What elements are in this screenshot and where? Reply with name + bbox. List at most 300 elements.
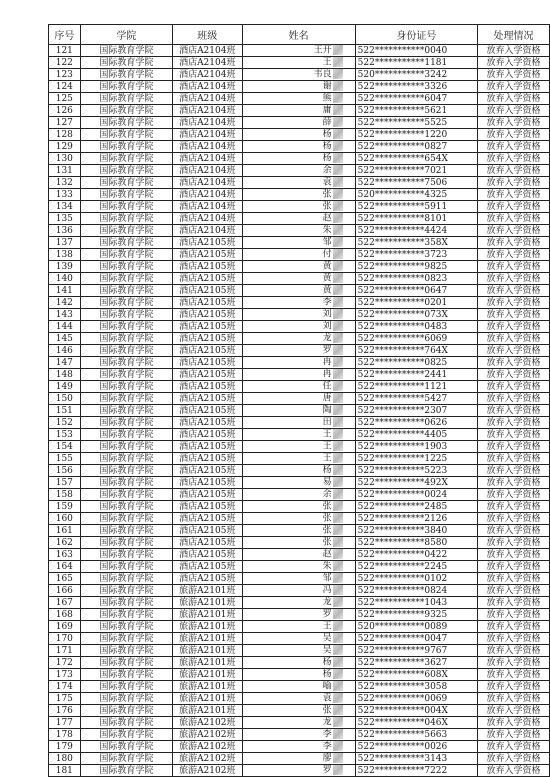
row-class: 酒店A2104班: [173, 81, 242, 93]
row-class: 酒店A2105班: [173, 297, 242, 309]
row-college: 国际教育学院: [80, 741, 172, 753]
row-no: 177: [49, 717, 81, 729]
row-status: 放弃入学资格: [478, 261, 550, 273]
row-id-number: 522***********5223: [355, 465, 477, 477]
row-status: 放弃入学资格: [478, 621, 550, 633]
row-name: [242, 213, 355, 225]
row-college: 国际教育学院: [80, 729, 172, 741]
table-row: [49, 753, 550, 765]
row-no: 123: [49, 69, 81, 81]
table-row: [49, 177, 550, 189]
row-no: 152: [49, 417, 81, 429]
row-id-number: 522***********5911: [355, 201, 477, 213]
row-name: [242, 141, 355, 153]
row-name: [242, 573, 355, 585]
row-name: [242, 177, 355, 189]
redaction-blur: [333, 693, 343, 703]
redaction-blur: [333, 585, 343, 595]
table-row: [49, 489, 550, 501]
row-status: 放弃入学资格: [478, 153, 550, 165]
table-row: [49, 657, 550, 669]
row-name: [242, 261, 355, 273]
row-college: 国际教育学院: [80, 141, 172, 153]
table-row: [49, 357, 550, 369]
redaction-blur: [333, 633, 343, 643]
redaction-blur: [333, 441, 343, 451]
table-row: [49, 321, 550, 333]
row-college: 国际教育学院: [80, 537, 172, 549]
row-college: 国际教育学院: [80, 477, 172, 489]
row-status: 放弃入学资格: [478, 309, 550, 321]
row-id-number: 522***********2245: [355, 561, 477, 573]
row-class: 酒店A2104班: [173, 129, 242, 141]
redaction-blur: [333, 225, 343, 235]
row-no: 150: [49, 393, 81, 405]
row-status: 放弃入学资格: [478, 561, 550, 573]
row-no: 146: [49, 345, 81, 357]
row-status: 放弃入学资格: [478, 177, 550, 189]
row-id-number: 522***********358X: [355, 237, 477, 249]
table-row: [49, 681, 550, 693]
redaction-blur: [333, 141, 343, 151]
table-row: [49, 237, 550, 249]
row-status: 放弃入学资格: [478, 573, 550, 585]
row-status: 放弃入学资格: [478, 201, 550, 213]
header-name: 姓名: [242, 25, 355, 45]
redaction-blur: [333, 729, 343, 739]
row-id-number: 522***********492X: [355, 477, 477, 489]
row-id-number: 522***********0047: [355, 633, 477, 645]
row-id-number: 522***********3058: [355, 681, 477, 693]
row-name-text: 付: [322, 249, 332, 260]
row-id-number: 522***********2126: [355, 513, 477, 525]
row-no: 138: [49, 249, 81, 261]
row-no: 125: [49, 93, 81, 105]
row-no: 176: [49, 705, 81, 717]
row-id-number: 522***********0040: [355, 45, 477, 57]
row-college: 国际教育学院: [80, 633, 172, 645]
row-name-text: 张: [322, 501, 332, 512]
row-name-text: 余: [322, 489, 332, 500]
row-id-number: 522***********073X: [355, 309, 477, 321]
row-class: 旅游A2101班: [173, 681, 242, 693]
table-row: [49, 765, 550, 777]
row-no: 148: [49, 369, 81, 381]
row-id-number: 522***********0626: [355, 417, 477, 429]
row-name: [242, 561, 355, 573]
row-college: 国际教育学院: [80, 585, 172, 597]
redaction-blur: [333, 393, 343, 403]
row-name-text: 龙: [322, 597, 332, 608]
redaction-blur: [333, 309, 343, 319]
row-class: 旅游A2102班: [173, 765, 242, 777]
row-no: 137: [49, 237, 81, 249]
row-status: 放弃入学资格: [478, 645, 550, 657]
row-college: 国际教育学院: [80, 693, 172, 705]
row-status: 放弃入学资格: [478, 501, 550, 513]
table-row: [49, 729, 550, 741]
row-id-number: 522***********764X: [355, 345, 477, 357]
row-status: 放弃入学资格: [478, 357, 550, 369]
row-id-number: 522***********0102: [355, 573, 477, 585]
row-status: 放弃入学资格: [478, 681, 550, 693]
redaction-blur: [333, 645, 343, 655]
row-id-number: 522***********2485: [355, 501, 477, 513]
redaction-blur: [333, 573, 343, 583]
row-name: [242, 585, 355, 597]
row-college: 国际教育学院: [80, 489, 172, 501]
row-id-number: 522***********0069: [355, 693, 477, 705]
row-name: [242, 765, 355, 777]
row-class: 酒店A2104班: [173, 45, 242, 57]
redaction-blur: [333, 345, 343, 355]
redaction-blur: [333, 477, 343, 487]
row-name: [242, 165, 355, 177]
table-row: [49, 165, 550, 177]
row-status: 放弃入学资格: [478, 633, 550, 645]
header-status: 处理情况: [478, 25, 550, 45]
row-name: [242, 237, 355, 249]
row-college: 国际教育学院: [80, 117, 172, 129]
row-status: 放弃入学资格: [478, 513, 550, 525]
row-no: 173: [49, 669, 81, 681]
row-name-text: 朱: [322, 561, 332, 572]
redaction-blur: [333, 705, 343, 715]
row-class: 旅游A2102班: [173, 753, 242, 765]
row-college: 国际教育学院: [80, 57, 172, 69]
table-row: [49, 585, 550, 597]
row-name: [242, 381, 355, 393]
row-status: 放弃入学资格: [478, 93, 550, 105]
redaction-blur: [333, 741, 343, 751]
row-name: [242, 633, 355, 645]
redaction-blur: [333, 537, 343, 547]
row-id-number: 522***********7222: [355, 765, 477, 777]
row-no: 175: [49, 693, 81, 705]
row-college: 国际教育学院: [80, 561, 172, 573]
row-id-number: 522***********6047: [355, 93, 477, 105]
row-college: 国际教育学院: [80, 369, 172, 381]
row-status: 放弃入学资格: [478, 285, 550, 297]
row-name: [242, 285, 355, 297]
row-college: 国际教育学院: [80, 465, 172, 477]
row-id-number: 522***********5621: [355, 105, 477, 117]
row-class: 酒店A2105班: [173, 333, 242, 345]
row-no: 144: [49, 321, 81, 333]
redaction-blur: [333, 489, 343, 499]
row-college: 国际教育学院: [80, 705, 172, 717]
row-college: 国际教育学院: [80, 213, 172, 225]
row-id-number: 522***********1043: [355, 597, 477, 609]
redaction-blur: [333, 333, 343, 343]
row-class: 酒店A2105班: [173, 405, 242, 417]
row-name-text: 熊: [322, 93, 332, 104]
row-id-number: 522***********608X: [355, 669, 477, 681]
row-college: 国际教育学院: [80, 345, 172, 357]
row-no: 142: [49, 297, 81, 309]
table-row: [49, 369, 550, 381]
row-class: 旅游A2102班: [173, 729, 242, 741]
row-class: 酒店A2105班: [173, 477, 242, 489]
row-id-number: 522***********8580: [355, 537, 477, 549]
row-no: 139: [49, 261, 81, 273]
row-status: 放弃入学资格: [478, 273, 550, 285]
row-status: 放弃入学资格: [478, 729, 550, 741]
row-name-text: 袁: [322, 177, 332, 188]
row-id-number: 522***********0827: [355, 141, 477, 153]
row-college: 国际教育学院: [80, 609, 172, 621]
row-no: 156: [49, 465, 81, 477]
row-name-text: 黄: [322, 261, 332, 272]
row-no: 159: [49, 501, 81, 513]
table-row: [49, 513, 550, 525]
row-id-number: 522***********4405: [355, 429, 477, 441]
table-row: [49, 645, 550, 657]
row-id-number: 522***********1220: [355, 129, 477, 141]
table-row: [49, 741, 550, 753]
row-name: [242, 549, 355, 561]
row-name-text: 刘: [322, 321, 332, 332]
row-name: [242, 105, 355, 117]
table-row: [49, 549, 550, 561]
row-no: 161: [49, 525, 81, 537]
row-name: [242, 405, 355, 417]
row-class: 酒店A2104班: [173, 225, 242, 237]
row-no: 169: [49, 621, 81, 633]
row-class: 旅游A2101班: [173, 669, 242, 681]
row-name-text: 李: [322, 741, 332, 752]
redaction-blur: [333, 45, 343, 55]
row-status: 放弃入学资格: [478, 429, 550, 441]
row-no: 179: [49, 741, 81, 753]
row-status: 放弃入学资格: [478, 669, 550, 681]
table-row: [49, 633, 550, 645]
row-class: 酒店A2105班: [173, 501, 242, 513]
row-name-text: 龙: [322, 333, 332, 344]
table-row: [49, 213, 550, 225]
redaction-blur: [333, 93, 343, 103]
redaction-blur: [333, 213, 343, 223]
row-name: [242, 669, 355, 681]
table-row: [49, 69, 550, 81]
redaction-blur: [333, 501, 343, 511]
table-row: [49, 417, 550, 429]
row-name: [242, 189, 355, 201]
row-id-number: 520***********0089: [355, 621, 477, 633]
row-id-number: 522***********9825: [355, 261, 477, 273]
row-name: [242, 693, 355, 705]
row-name: [242, 477, 355, 489]
row-class: 酒店A2105班: [173, 573, 242, 585]
row-name-text: 吴: [322, 645, 332, 656]
redaction-blur: [333, 285, 343, 295]
redaction-blur: [333, 681, 343, 691]
row-status: 放弃入学资格: [478, 69, 550, 81]
table-row: [49, 117, 550, 129]
row-class: 酒店A2104班: [173, 189, 242, 201]
row-id-number: 522***********5663: [355, 729, 477, 741]
row-status: 放弃入学资格: [478, 477, 550, 489]
row-status: 放弃入学资格: [478, 405, 550, 417]
row-status: 放弃入学资格: [478, 213, 550, 225]
redaction-blur: [333, 153, 343, 163]
row-college: 国际教育学院: [80, 129, 172, 141]
row-college: 国际教育学院: [80, 453, 172, 465]
row-no: 130: [49, 153, 81, 165]
row-class: 酒店A2104班: [173, 141, 242, 153]
row-name-text: 杨: [322, 669, 332, 680]
redaction-blur: [333, 525, 343, 535]
redaction-blur: [333, 57, 343, 67]
row-name-text: 吴: [322, 633, 332, 644]
row-class: 旅游A2101班: [173, 645, 242, 657]
row-status: 放弃入学资格: [478, 189, 550, 201]
row-no: 171: [49, 645, 81, 657]
row-status: 放弃入学资格: [478, 249, 550, 261]
row-name-text: 罗: [322, 345, 332, 356]
table-row: [49, 477, 550, 489]
redaction-blur: [333, 105, 343, 115]
row-id-number: 522***********7021: [355, 165, 477, 177]
row-college: 国际教育学院: [80, 501, 172, 513]
row-no: 145: [49, 333, 81, 345]
row-college: 国际教育学院: [80, 549, 172, 561]
row-college: 国际教育学院: [80, 381, 172, 393]
redaction-blur: [333, 405, 343, 415]
row-id-number: 522***********0026: [355, 741, 477, 753]
row-no: 129: [49, 141, 81, 153]
row-name-text: 杨: [322, 657, 332, 668]
row-class: 旅游A2102班: [173, 717, 242, 729]
row-status: 放弃入学资格: [478, 333, 550, 345]
row-class: 酒店A2104班: [173, 213, 242, 225]
header-no: 序号: [49, 25, 81, 45]
row-name: [242, 57, 355, 69]
row-id-number: 522***********9325: [355, 609, 477, 621]
row-id-number: 522***********4424: [355, 225, 477, 237]
row-college: 国际教育学院: [80, 417, 172, 429]
row-status: 放弃入学资格: [478, 141, 550, 153]
row-id-number: 522***********0483: [355, 321, 477, 333]
row-status: 放弃入学资格: [478, 321, 550, 333]
row-no: 126: [49, 105, 81, 117]
row-name: [242, 129, 355, 141]
row-name: [242, 345, 355, 357]
row-name-text: 龙: [322, 717, 332, 728]
row-college: 国际教育学院: [80, 81, 172, 93]
table-row: [49, 393, 550, 405]
row-no: 165: [49, 573, 81, 585]
table-row: [49, 297, 550, 309]
row-college: 国际教育学院: [80, 669, 172, 681]
redaction-blur: [333, 549, 343, 559]
row-id-number: 522***********5427: [355, 393, 477, 405]
row-class: 酒店A2105班: [173, 237, 242, 249]
row-name-text: 易: [322, 477, 332, 488]
row-class: 酒店A2105班: [173, 273, 242, 285]
row-id-number: 520***********3242: [355, 69, 477, 81]
row-status: 放弃入学资格: [478, 81, 550, 93]
row-college: 国际教育学院: [80, 357, 172, 369]
row-class: 酒店A2104班: [173, 165, 242, 177]
table-row: [49, 45, 550, 57]
row-name-text: 罗: [322, 765, 332, 776]
row-class: 旅游A2101班: [173, 621, 242, 633]
row-college: 国际教育学院: [80, 621, 172, 633]
row-name: [242, 309, 355, 321]
row-college: 国际教育学院: [80, 285, 172, 297]
redaction-blur: [333, 597, 343, 607]
row-id-number: 522***********0024: [355, 489, 477, 501]
row-name: [242, 249, 355, 261]
row-id-number: 522***********004X: [355, 705, 477, 717]
row-class: 旅游A2101班: [173, 597, 242, 609]
redaction-blur: [333, 765, 343, 775]
row-no: 122: [49, 57, 81, 69]
row-id-number: 522***********8101: [355, 213, 477, 225]
row-id-number: 522***********1121: [355, 381, 477, 393]
row-name-text: 张: [322, 705, 332, 716]
row-id-number: 522***********1181: [355, 57, 477, 69]
row-college: 国际教育学院: [80, 333, 172, 345]
row-id-number: 522***********654X: [355, 153, 477, 165]
row-name-text: 朱: [322, 225, 332, 236]
row-college: 国际教育学院: [80, 93, 172, 105]
row-no: 174: [49, 681, 81, 693]
redaction-blur: [333, 717, 343, 727]
row-name-text: 张: [322, 201, 332, 212]
redaction-blur: [333, 609, 343, 619]
row-no: 121: [49, 45, 81, 57]
row-no: 162: [49, 537, 81, 549]
row-class: 酒店A2104班: [173, 177, 242, 189]
row-name-text: 张: [322, 537, 332, 548]
table-row: [49, 57, 550, 69]
table-row: [49, 609, 550, 621]
row-name: [242, 705, 355, 717]
row-status: 放弃入学资格: [478, 237, 550, 249]
row-no: 128: [49, 129, 81, 141]
row-no: 135: [49, 213, 81, 225]
redaction-blur: [333, 357, 343, 367]
row-no: 133: [49, 189, 81, 201]
row-class: 酒店A2104班: [173, 93, 242, 105]
row-status: 放弃入学资格: [478, 417, 550, 429]
table-row: [49, 105, 550, 117]
row-status: 放弃入学资格: [478, 345, 550, 357]
header-college: 学院: [80, 25, 172, 45]
table-row: [49, 405, 550, 417]
row-name-text: 李: [322, 729, 332, 740]
row-name: [242, 717, 355, 729]
row-name-text: 喻: [322, 681, 332, 692]
row-no: 134: [49, 201, 81, 213]
row-college: 国际教育学院: [80, 201, 172, 213]
row-class: 酒店A2105班: [173, 549, 242, 561]
row-no: 172: [49, 657, 81, 669]
redaction-blur: [333, 81, 343, 91]
row-name-text: 廖: [322, 753, 332, 764]
row-college: 国际教育学院: [80, 153, 172, 165]
row-no: 147: [49, 357, 81, 369]
row-status: 放弃入学资格: [478, 225, 550, 237]
row-name: [242, 501, 355, 513]
redaction-blur: [333, 297, 343, 307]
row-id-number: 522***********0823: [355, 273, 477, 285]
row-college: 国际教育学院: [80, 105, 172, 117]
row-status: 放弃入学资格: [478, 585, 550, 597]
row-no: 149: [49, 381, 81, 393]
